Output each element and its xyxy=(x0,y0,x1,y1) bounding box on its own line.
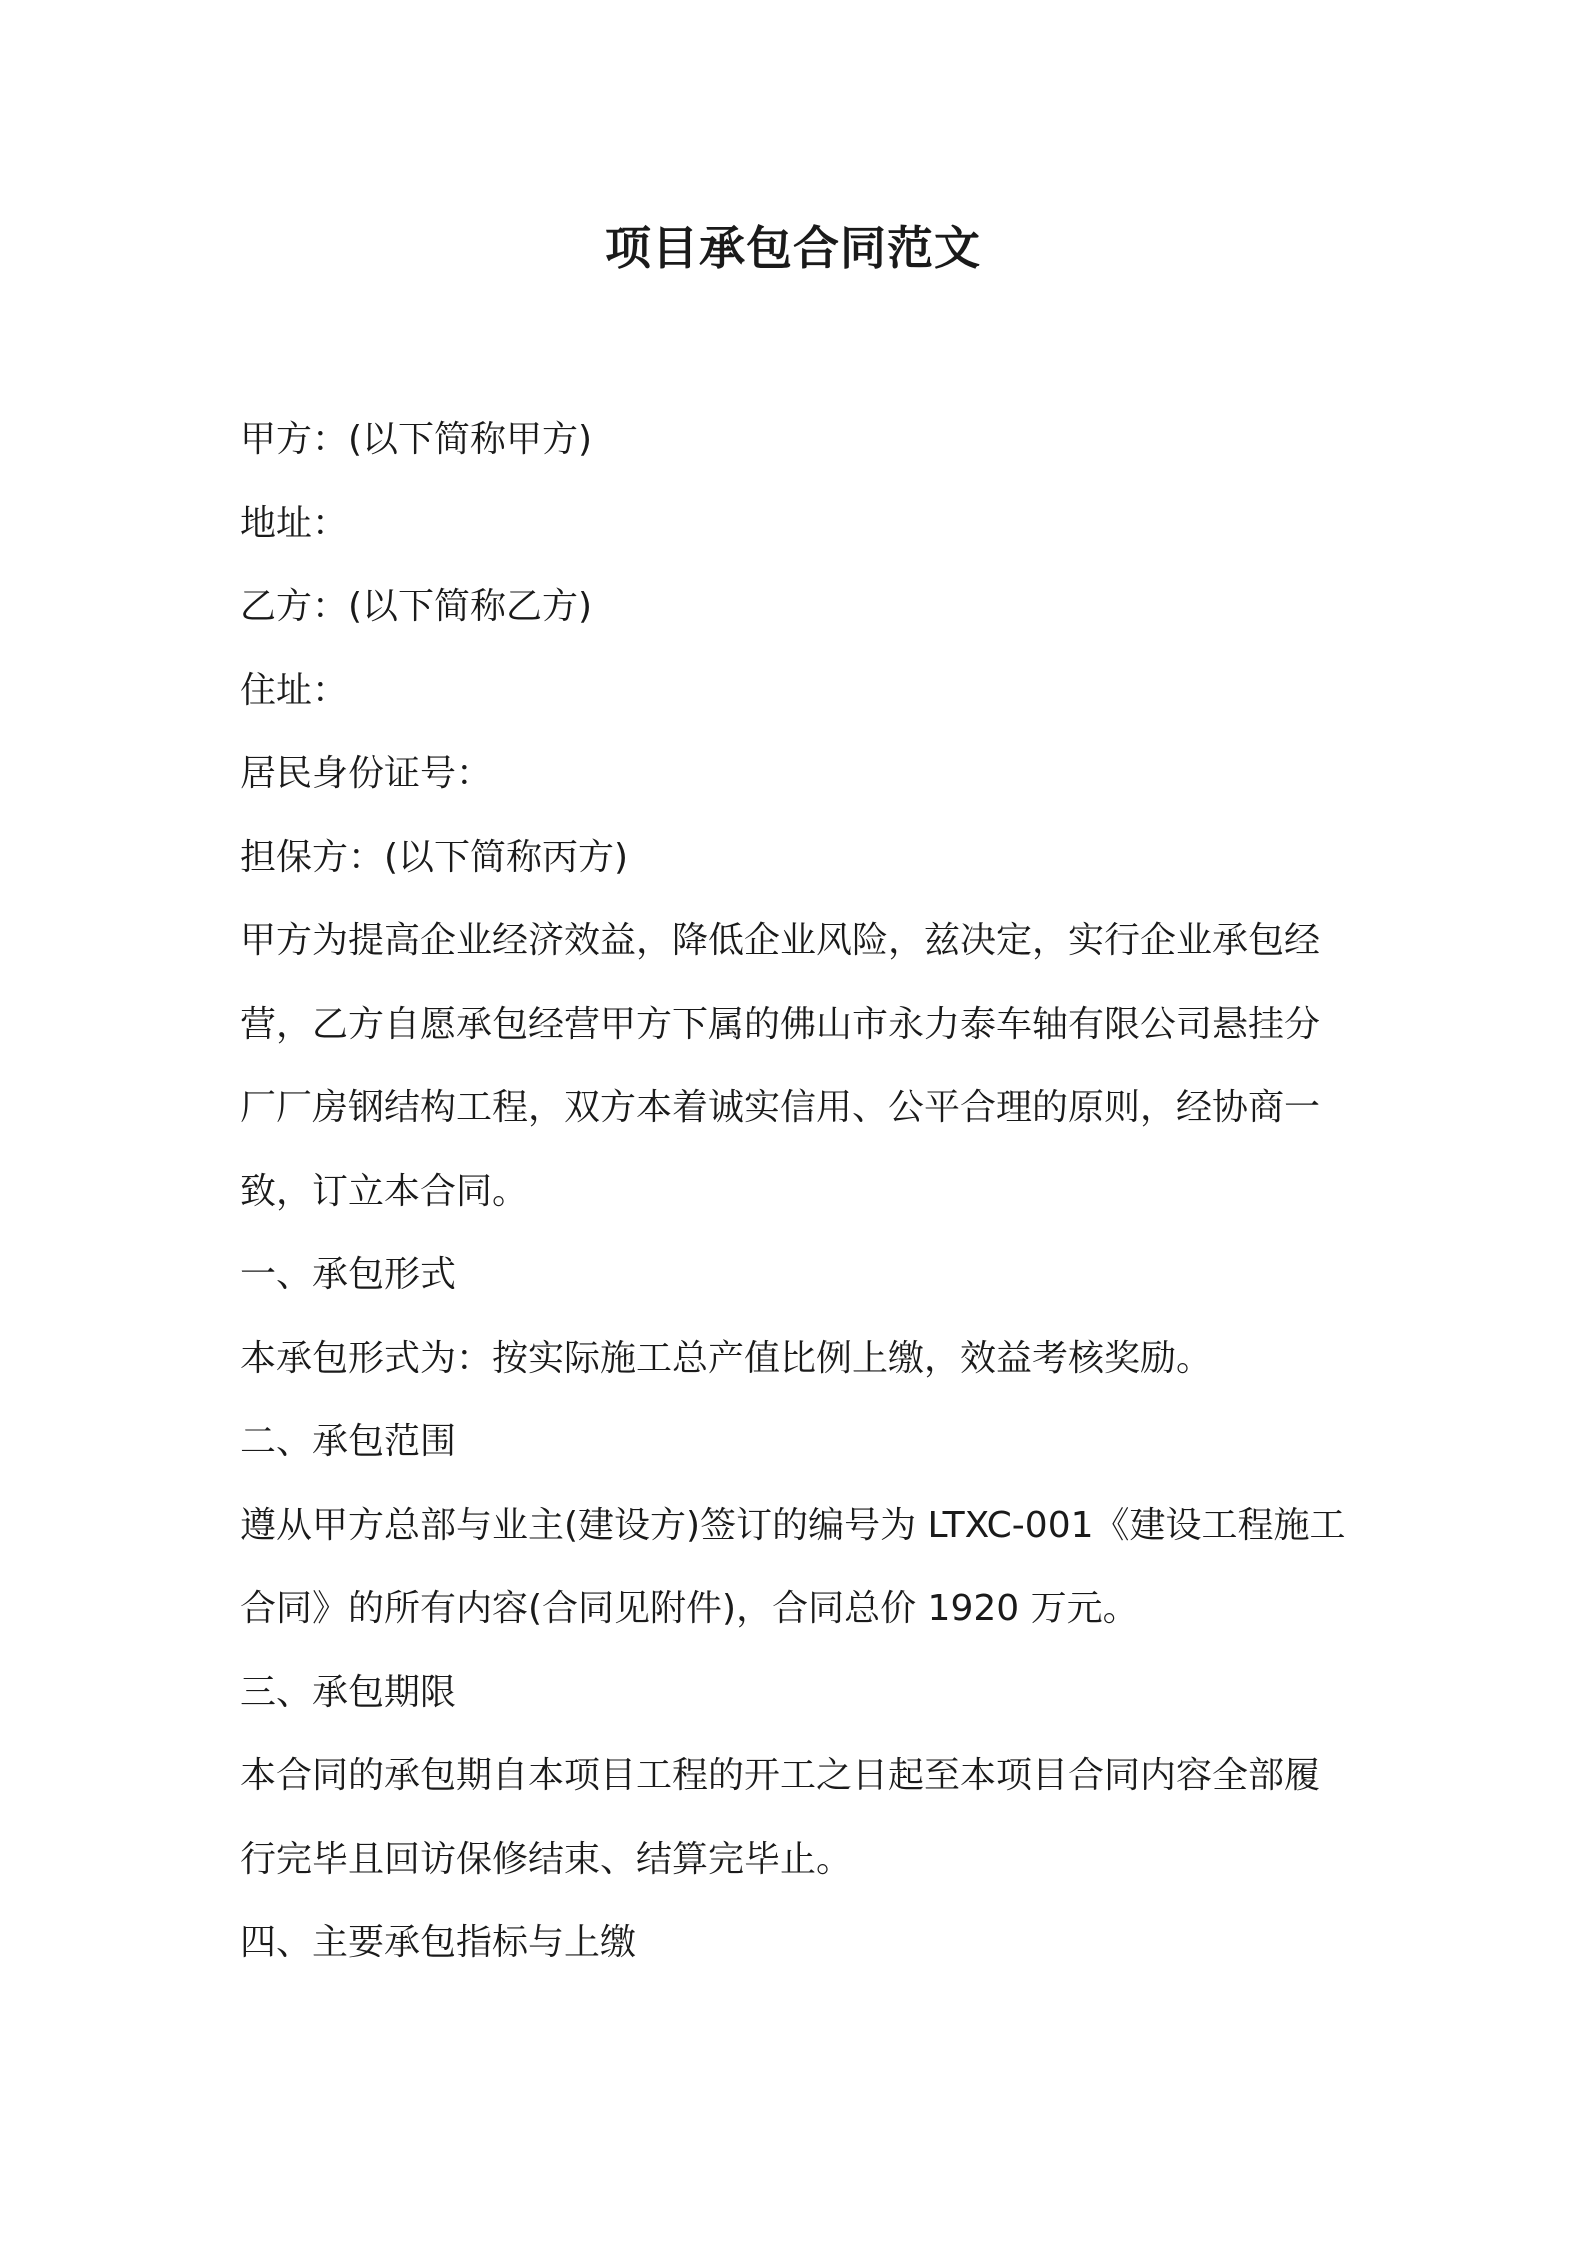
party-a-address-line: 地址： xyxy=(240,502,349,544)
section-heading-term: 三、承包期限 xyxy=(240,1671,457,1713)
preamble-paragraph: 甲方为提高企业经济效益，降低企业风险，兹决定，实行企业承包经营，乙方自愿承包经营甲方下属的佛山市永力泰车轴有限公司悬挂分厂厂房钢结构工程，双方本着诚实信用、公平合理的原则，经协商一致，订立本合同。 xyxy=(240,920,1321,1212)
section-heading-form: 一、承包形式 xyxy=(240,1254,457,1295)
party-b-address-line: 住址： xyxy=(240,669,349,711)
party-a-line: 甲方：(以下简称甲方) xyxy=(240,419,593,460)
section-body-term: 本合同的承包期自本项目工程的开工之日起至本项目合同内容全部履行完毕且回访保修结束、结算完毕止。 xyxy=(240,1755,1321,1880)
section-body-scope: 遵从甲方总部与业主(建设方)签订的编号为 LTXC-001《建设工程施工合同》的所有内容(合同见附件)，合同总价 1920 万元。 xyxy=(240,1504,1346,1629)
document-title: 项目承包合同范文 xyxy=(605,221,981,275)
section-heading-indicators: 四、主要承包指标与上缴 xyxy=(240,1922,637,1963)
guarantor-line: 担保方：(以下简称丙方) xyxy=(240,836,629,878)
section-heading-scope: 二、承包范围 xyxy=(240,1421,457,1462)
id-number-line: 居民身份证号： xyxy=(240,753,493,794)
section-body-form: 本承包形式为：按实际施工总产值比例上缴，效益考核奖励。 xyxy=(240,1337,1213,1379)
document-body xyxy=(240,398,1355,1985)
party-b-line: 乙方：(以下简称乙方) xyxy=(240,586,593,627)
